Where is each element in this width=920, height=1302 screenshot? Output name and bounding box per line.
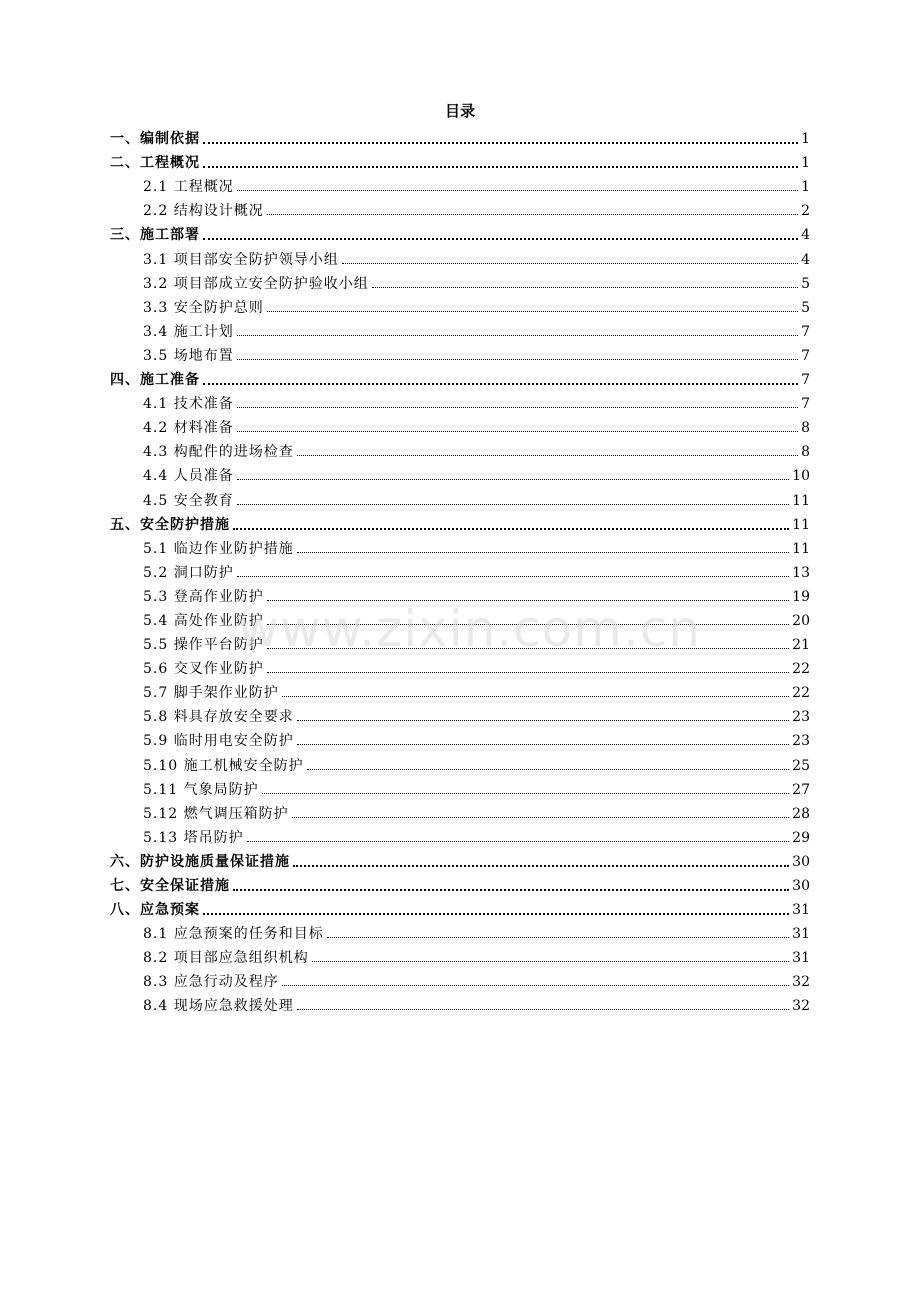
- toc-section-entry[interactable]: [110, 943, 810, 967]
- toc-dot-leader: [372, 286, 798, 288]
- toc-entry-label: 5.9 临时用电安全防护: [143, 733, 294, 750]
- toc-entry-page-number: 31: [792, 950, 810, 967]
- toc-entry-label: 2.2 结构设计概况: [143, 203, 264, 220]
- toc-dot-leader: [237, 575, 789, 577]
- toc-section-entry[interactable]: [110, 750, 810, 774]
- toc-dot-leader: [262, 792, 790, 794]
- toc-dot-leader: [237, 189, 798, 191]
- toc-entry-label: 5.12 燃气调压箱防护: [143, 805, 289, 822]
- toc-section-entry[interactable]: [110, 485, 810, 509]
- toc-section-entry[interactable]: [110, 172, 810, 196]
- toc-section-entry[interactable]: [110, 389, 810, 413]
- toc-entry-page-number: 22: [792, 661, 810, 678]
- toc-entry-label: 4.4 人员准备: [143, 468, 234, 485]
- toc-entry-page-number: 4: [801, 251, 810, 268]
- toc-entry-page-number: 1: [801, 131, 810, 148]
- toc-entry-page-number: 7: [801, 323, 810, 340]
- toc-entry-label: 5.13 塔吊防护: [143, 829, 244, 846]
- toc-entry-label: 8.1 应急预案的任务和目标: [143, 926, 324, 943]
- toc-section-entry[interactable]: [110, 534, 810, 558]
- toc-section-entry[interactable]: [110, 654, 810, 678]
- toc-dot-leader: [293, 864, 789, 867]
- toc-entry-page-number: 7: [801, 372, 810, 389]
- toc-section-entry[interactable]: [110, 630, 810, 654]
- toc-dot-leader: [233, 527, 789, 530]
- toc-entry-page-number: 32: [792, 998, 810, 1015]
- toc-entry-page-number: 31: [792, 902, 810, 919]
- toc-entry-label: 3.3 安全防护总则: [143, 299, 264, 316]
- toc-entry-page-number: 1: [801, 155, 810, 172]
- toc-entry-page-number: 21: [792, 637, 810, 654]
- toc-dot-leader: [307, 768, 790, 770]
- toc-chapter-entry[interactable]: [110, 124, 810, 148]
- toc-section-entry[interactable]: [110, 702, 810, 726]
- toc-entry-page-number: 30: [792, 878, 810, 894]
- toc-entry-label: 8.4 现场应急救援处理: [143, 998, 294, 1015]
- toc-dot-leader: [247, 840, 790, 842]
- toc-entry-label: 5.11 气象局防护: [143, 781, 259, 798]
- toc-dot-leader: [203, 912, 789, 915]
- toc-section-entry[interactable]: [110, 317, 810, 341]
- toc-entry-page-number: 11: [792, 516, 810, 533]
- toc-dot-leader: [267, 213, 798, 215]
- page-title: 目录: [444, 102, 475, 120]
- toc-entry-label: 4.5 安全教育: [143, 492, 234, 509]
- toc-dot-leader: [282, 695, 789, 697]
- toc-section-entry[interactable]: [110, 461, 810, 485]
- toc-entry-label: 3.5 场地布置: [143, 347, 234, 364]
- toc-dot-leader: [267, 671, 789, 673]
- toc-dot-leader: [267, 310, 798, 312]
- toc-dot-leader: [297, 1008, 789, 1010]
- toc-entry-page-number: 7: [801, 347, 810, 364]
- toc-entry-page-number: 20: [792, 612, 810, 629]
- toc-entry-page-number: 5: [801, 299, 810, 316]
- toc-entry-page-number: 5: [801, 275, 810, 292]
- toc-entry-label: 8.2 项目部应急组织机构: [143, 950, 309, 967]
- toc-dot-leader: [297, 454, 798, 456]
- toc-section-entry[interactable]: [110, 558, 810, 582]
- toc-entry-page-number: 32: [792, 974, 810, 991]
- toc-dot-leader: [267, 599, 789, 601]
- toc-chapter-entry[interactable]: [110, 847, 810, 871]
- toc-dot-leader: [292, 816, 790, 818]
- toc-section-entry[interactable]: [110, 244, 810, 268]
- toc-entry-label: 5.8 料具存放安全要求: [143, 709, 294, 726]
- table-of-contents: [110, 124, 810, 1015]
- toc-entry-label: 5.7 脚手架作业防护: [143, 685, 279, 702]
- toc-chapter-entry[interactable]: [110, 895, 810, 919]
- toc-dot-leader: [237, 358, 798, 360]
- toc-section-entry[interactable]: [110, 341, 810, 365]
- toc-entry-page-number: 19: [792, 588, 810, 605]
- toc-dot-leader: [203, 382, 798, 385]
- toc-entry-label: 8.3 应急行动及程序: [143, 974, 279, 991]
- toc-entry-label: 5.5 操作平台防护: [143, 637, 264, 654]
- toc-section-entry[interactable]: [110, 413, 810, 437]
- toc-entry-label: 2.1 工程概况: [143, 179, 234, 196]
- toc-entry-page-number: 31: [792, 926, 810, 943]
- toc-section-entry[interactable]: [110, 196, 810, 220]
- toc-section-entry[interactable]: [110, 293, 810, 317]
- toc-dot-leader: [237, 406, 798, 408]
- toc-dot-leader: [203, 237, 798, 240]
- toc-dot-leader: [203, 165, 798, 168]
- toc-entry-page-number: 23: [792, 733, 810, 750]
- toc-chapter-entry[interactable]: [110, 871, 810, 895]
- toc-entry-label: 二、工程概况: [110, 155, 200, 172]
- toc-chapter-entry[interactable]: [110, 365, 810, 389]
- toc-entry-label: 5.2 洞口防护: [143, 564, 234, 581]
- toc-entry-label: 3.2 项目部成立安全防护验收小组: [143, 275, 369, 292]
- toc-entry-page-number: 29: [792, 829, 810, 846]
- toc-entry-label: 八、应急预案: [110, 902, 200, 919]
- toc-entry-page-number: 25: [792, 757, 810, 774]
- toc-entry-page-number: 28: [792, 805, 810, 822]
- toc-entry-label: 3.1 项目部安全防护领导小组: [143, 251, 339, 268]
- watermark-text: www.zixin.com.cn: [238, 600, 702, 658]
- toc-entry-label: 一、编制依据: [110, 131, 200, 148]
- toc-entry-page-number: 10: [792, 468, 810, 485]
- toc-entry-label: 七、安全保证措施: [110, 878, 230, 894]
- toc-entry-page-number: 2: [801, 203, 810, 220]
- toc-entry-label: 五、安全防护措施: [110, 516, 230, 533]
- toc-entry-label: 5.4 高处作业防护: [143, 612, 264, 629]
- toc-dot-leader: [327, 936, 789, 938]
- toc-section-entry[interactable]: [110, 991, 810, 1015]
- toc-entry-label: 5.10 施工机械安全防护: [143, 757, 304, 774]
- toc-section-entry[interactable]: [110, 582, 810, 606]
- toc-dot-leader: [297, 743, 789, 745]
- toc-dot-leader: [297, 551, 789, 553]
- toc-dot-leader: [312, 960, 789, 962]
- toc-entry-page-number: 27: [792, 781, 810, 798]
- toc-entry-label: 3.4 施工计划: [143, 323, 234, 340]
- toc-dot-leader: [297, 719, 789, 721]
- toc-entry-label: 三、施工部署: [110, 227, 200, 244]
- toc-dot-leader: [342, 262, 798, 264]
- toc-entry-page-number: 13: [792, 564, 810, 581]
- toc-entry-label: 4.2 材料准备: [143, 420, 234, 437]
- toc-entry-label: 六、防护设施质量保证措施: [110, 853, 290, 870]
- toc-entry-label: 4.3 构配件的进场检查: [143, 444, 294, 461]
- toc-section-entry[interactable]: [110, 606, 810, 630]
- toc-section-entry[interactable]: [110, 799, 810, 823]
- toc-dot-leader: [237, 478, 789, 480]
- toc-entry-page-number: 22: [792, 685, 810, 702]
- toc-chapter-entry[interactable]: [110, 510, 810, 534]
- toc-entry-label: 5.1 临边作业防护措施: [143, 540, 294, 557]
- toc-section-entry[interactable]: [110, 678, 810, 702]
- toc-chapter-entry[interactable]: [110, 220, 810, 244]
- toc-entry-page-number: 8: [801, 420, 810, 437]
- toc-section-entry[interactable]: [110, 437, 810, 461]
- toc-dot-leader: [233, 888, 789, 891]
- toc-section-entry[interactable]: [110, 269, 810, 293]
- toc-dot-leader: [203, 141, 798, 144]
- toc-entry-label: 四、施工准备: [110, 372, 200, 389]
- toc-dot-leader: [237, 430, 798, 432]
- toc-entry-page-number: 1: [801, 179, 810, 196]
- toc-section-entry[interactable]: [110, 967, 810, 991]
- toc-entry-label: 4.1 技术准备: [143, 396, 234, 413]
- toc-dot-leader: [267, 623, 789, 625]
- toc-entry-label: 5.6 交叉作业防护: [143, 661, 264, 678]
- toc-chapter-entry[interactable]: [110, 148, 810, 172]
- toc-entry-page-number: 23: [792, 709, 810, 726]
- toc-section-entry[interactable]: [110, 775, 810, 799]
- toc-section-entry[interactable]: [110, 823, 810, 847]
- toc-dot-leader: [282, 984, 789, 986]
- toc-entry-page-number: 7: [801, 396, 810, 413]
- toc-entry-label: 5.3 登高作业防护: [143, 588, 264, 605]
- toc-entry-page-number: 8: [801, 444, 810, 461]
- toc-dot-leader: [237, 503, 789, 505]
- toc-dot-leader: [237, 334, 798, 336]
- toc-entry-page-number: 4: [801, 227, 810, 244]
- toc-entry-page-number: 11: [792, 540, 810, 557]
- toc-dot-leader: [267, 647, 789, 649]
- toc-section-entry[interactable]: [110, 726, 810, 750]
- toc-entry-page-number: 30: [792, 853, 810, 870]
- toc-section-entry[interactable]: [110, 919, 810, 943]
- toc-entry-page-number: 11: [792, 492, 810, 509]
